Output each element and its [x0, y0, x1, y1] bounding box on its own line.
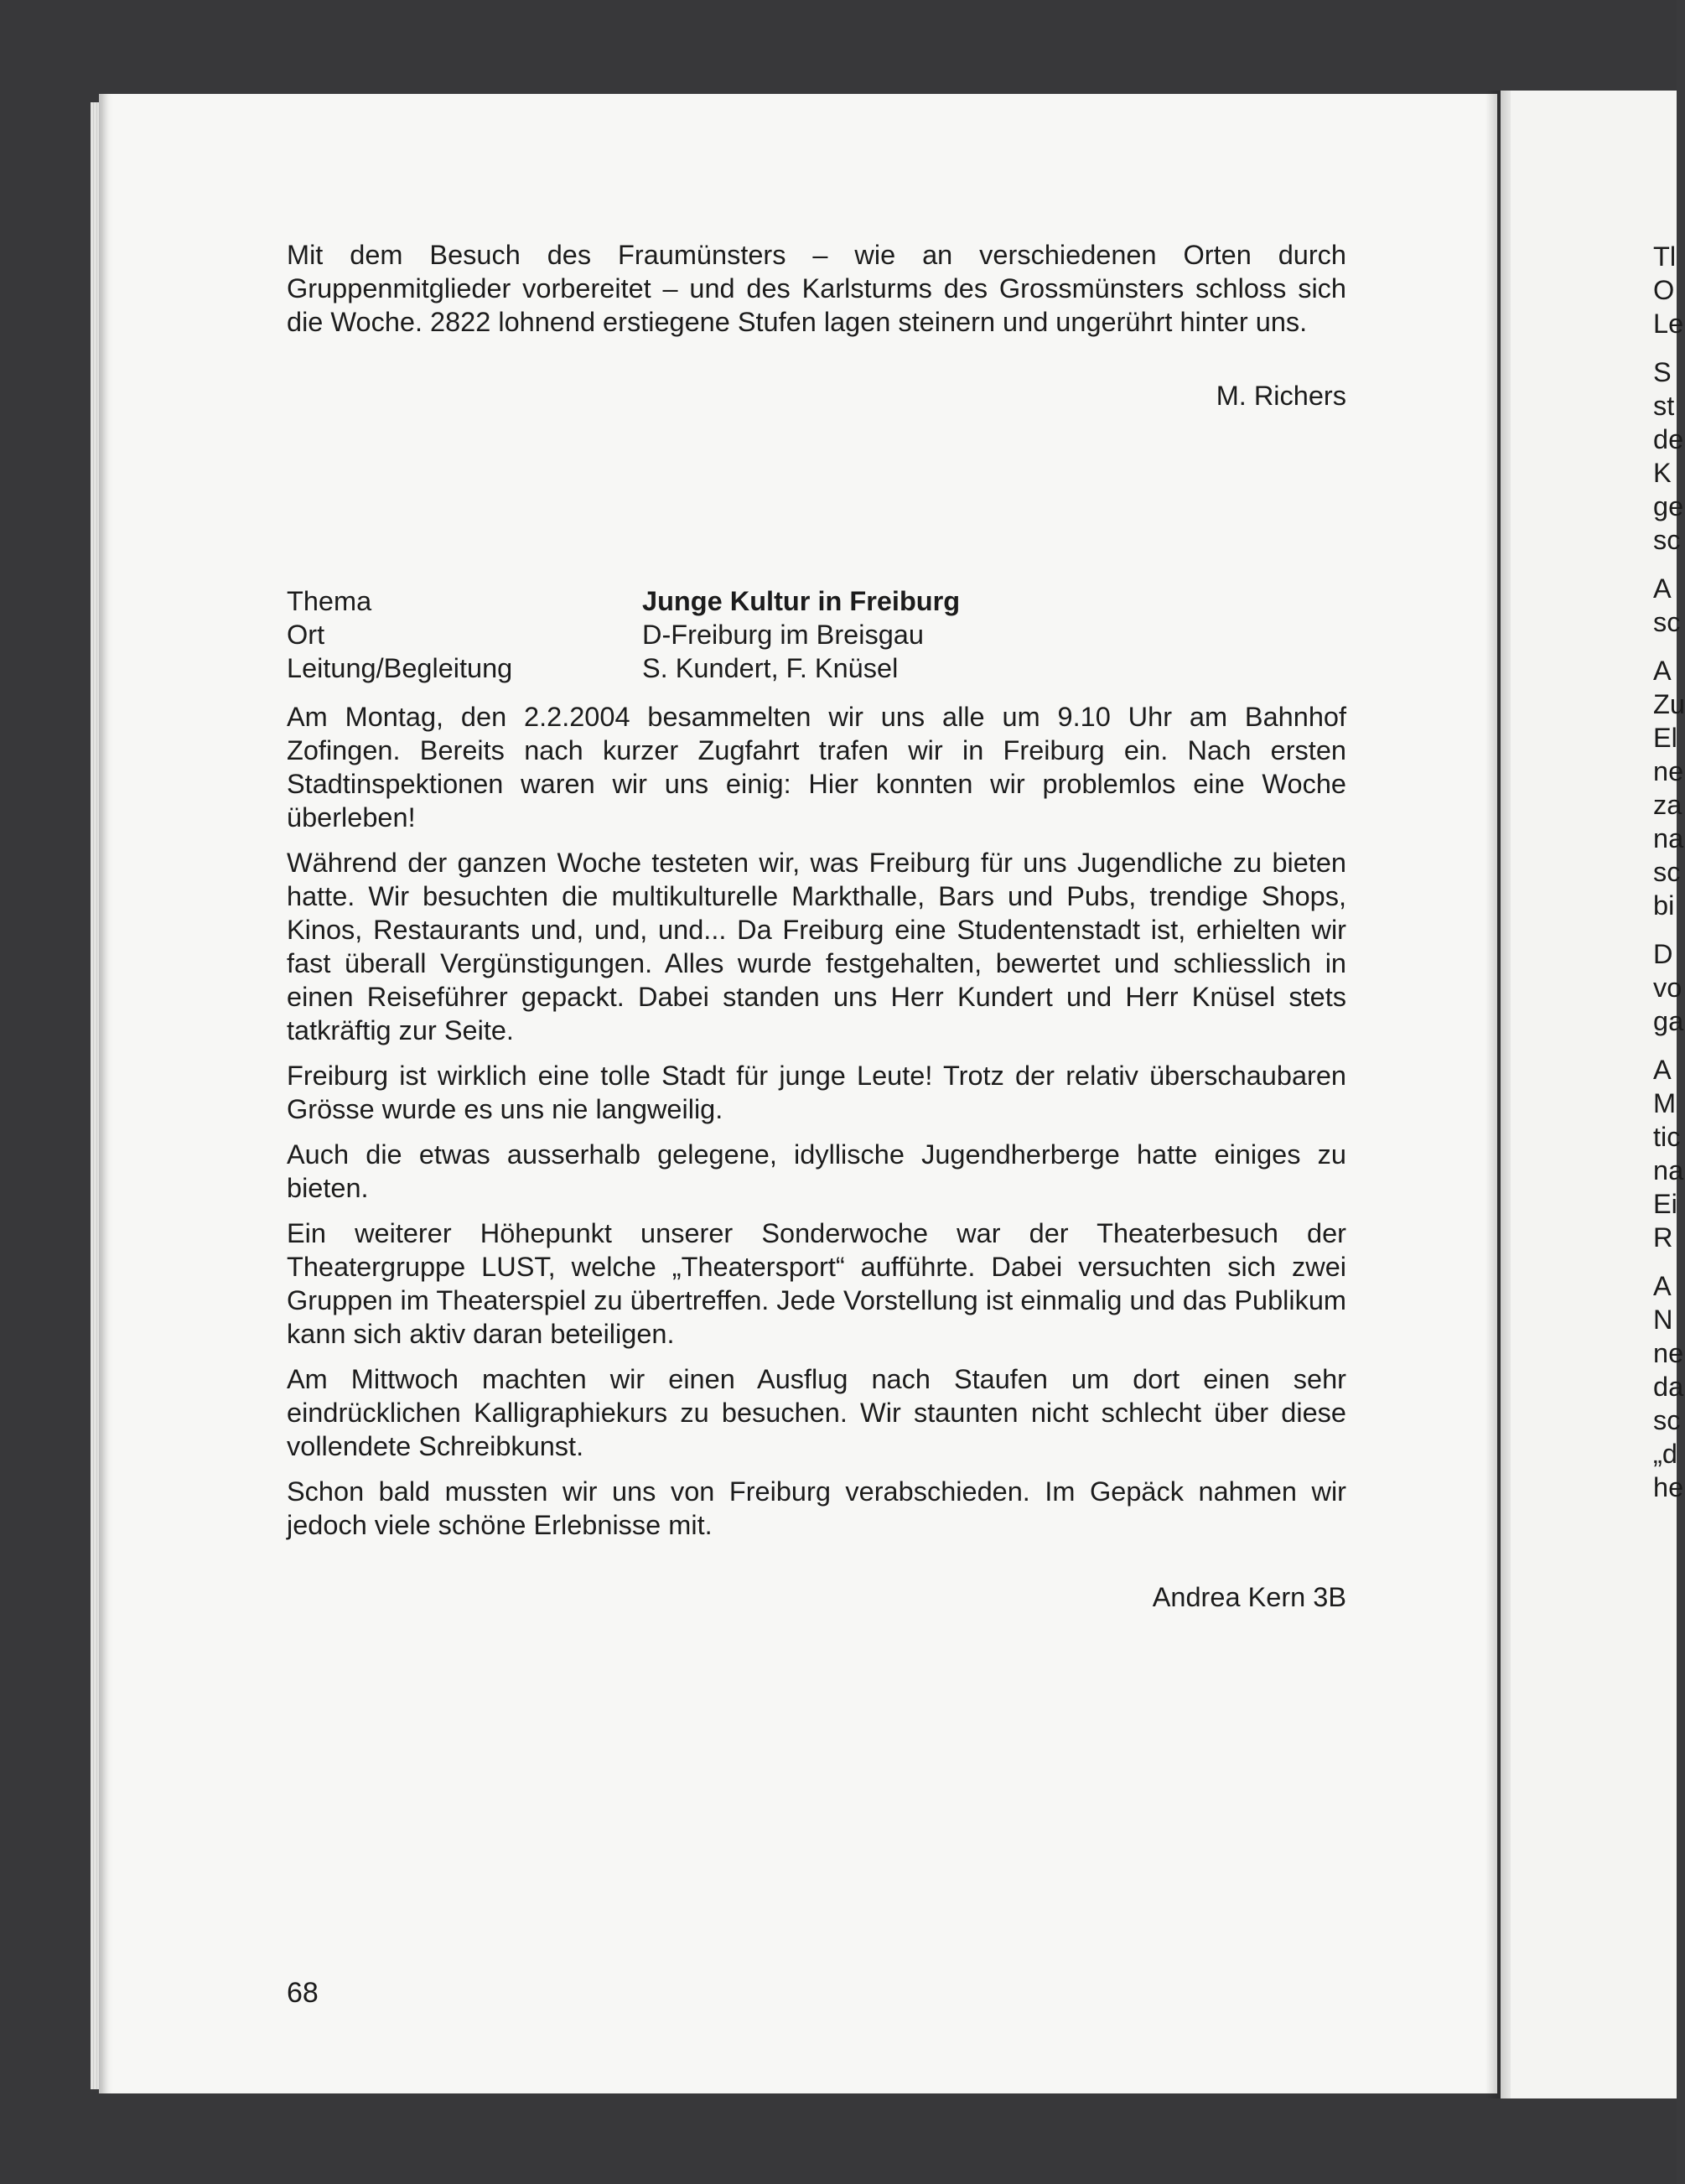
right-page-line-fragment: O — [1653, 275, 1675, 305]
right-page-line-fragment: D — [1653, 939, 1673, 969]
right-page-paragraph-gap — [1653, 1254, 1677, 1269]
right-page-line-fragment: Le — [1653, 309, 1684, 339]
right-page-paragraph-gap — [1653, 340, 1677, 355]
right-page-line-fragment: Tl — [1653, 241, 1677, 272]
right-page-line-fragment: na — [1653, 823, 1684, 853]
article-meta-table — [287, 584, 1346, 685]
article-paragraph: Schon bald mussten wir uns von Freiburg verabschieden. Im Gepäck nahmen wir jedoch viele schöne Erlebnisse mit. — [287, 1476, 1346, 1540]
right-page-line-fragment: bi — [1653, 890, 1675, 921]
article-paragraph: Während der ganzen Woche testeten wir, was Freiburg für uns Jugendliche zu bieten hatte. Wir besuchten die multikulturelle Markthalle, Bars und Pubs, trendige Shops, Kinos, Restaurants und, und, und... Da Freiburg eine Studentenstadt ist, erhielten wir fast überall Vergünstigungen. Alles wurde festgehalten, bewertet und schliesslich in einen Reiseführer gepackt. Dabei standen uns Herr Kundert und Herr Knüsel stets tatkräftig zur Seite. — [287, 848, 1346, 1045]
article-paragraph: Am Montag, den 2.2.2004 besammelten wir uns alle um 9.10 Uhr am Bahnhof Zofingen. Bereits nach kurzer Zugfahrt trafen wir in Freiburg ein. Nach ersten Stadtinspektionen waren wir uns einig: Hier konnten wir problemlos eine Woche überleben! — [287, 702, 1346, 833]
right-page-line-fragment: A — [1653, 1055, 1672, 1085]
previous-article-author: M. Richers — [1216, 381, 1346, 411]
right-page-line-fragment: sc — [1653, 857, 1681, 887]
right-page-line-fragment: sc — [1653, 1405, 1681, 1435]
right-page-paragraph-gap — [1653, 557, 1677, 572]
book-gutter — [1485, 91, 1511, 2098]
previous-article-paragraph: Mit dem Besuch des Fraumünsters – wie an verschiedenen Orten durch Gruppenmitglieder vorbereitet – und des Karlsturms des Grossmünsters schloss sich die Woche. 2822 lohnend erstiegene Stufen lagen steinern und ungerührt hinter uns. — [287, 240, 1346, 337]
page-number: 68 — [287, 1977, 319, 2009]
right-page-line-fragment: A — [1653, 1271, 1672, 1301]
right-page-line-fragment: za — [1653, 790, 1682, 820]
right-page-line-fragment: Zu — [1653, 689, 1685, 719]
right-page-line-fragment: ne — [1653, 1338, 1684, 1368]
right-page-line-fragment: R — [1653, 1222, 1673, 1253]
right-page-line-fragment: st — [1653, 391, 1675, 421]
right-page-paragraph-gap — [1653, 922, 1677, 937]
meta-value-leitung: S. Kundert, F. Knüsel — [642, 653, 899, 683]
right-page-line-fragment: na — [1653, 1155, 1684, 1185]
meta-label-leitung: Leitung/Begleitung — [287, 653, 513, 683]
right-page-line-fragment: ne — [1653, 756, 1684, 786]
right-page-line-fragment: vo — [1653, 973, 1682, 1003]
right-page-line-fragment: M — [1653, 1088, 1677, 1118]
meta-value-thema: Junge Kultur in Freiburg — [642, 586, 961, 616]
meta-value-ort: D-Freiburg im Breisgau — [642, 620, 924, 650]
right-page-paragraph-gap — [1653, 639, 1677, 654]
article-paragraph: Auch die etwas ausserhalb gelegene, idyllische Jugendherberge hatte einiges zu bieten. — [287, 1139, 1346, 1203]
right-page-line-fragment: sc — [1653, 607, 1681, 637]
article-author: Andrea Kern 3B — [1152, 1582, 1346, 1612]
article-paragraph: Ein weiterer Höhepunkt unserer Sonderwoche war der Theaterbesuch der Theatergruppe LUST, welche „Theatersport“ aufführte. Dabei versuchten sich zwei Gruppen im Theaterspiel zu übertreffen. Jede Vorstellung ist einmalig und das Publikum kann sich aktiv daran beteiligen. — [287, 1218, 1346, 1349]
right-page-line-fragment: El — [1653, 723, 1677, 753]
right-page-text-fragments — [1653, 240, 1685, 1504]
right-page-line-fragment: S — [1653, 357, 1672, 387]
meta-label-thema: Thema — [287, 586, 372, 616]
right-page-line-fragment: A — [1653, 573, 1672, 604]
right-page-line-fragment: tic — [1653, 1122, 1681, 1152]
right-page-line-fragment: de — [1653, 424, 1684, 454]
article-paragraph: Am Mittwoch machten wir einen Ausflug nach Staufen um dort einen sehr eindrücklichen Kalligraphiekurs zu besuchen. Wir staunten nicht schlecht über diese vollendete Schreibkunst. — [287, 1364, 1346, 1461]
article-paragraph: Freiburg ist wirklich eine tolle Stadt für junge Leute! Trotz der relativ überschaubaren Grösse wurde es uns nie langweilig. — [287, 1061, 1346, 1124]
right-page-line-fragment: ga — [1653, 1006, 1684, 1036]
right-page-line-fragment: N — [1653, 1305, 1673, 1335]
right-page-line-fragment: sc — [1653, 525, 1681, 555]
right-page-line-fragment: da — [1653, 1372, 1684, 1402]
right-page-line-fragment: ge — [1653, 491, 1684, 521]
meta-label-ort: Ort — [287, 620, 325, 650]
left-page-content — [287, 238, 1346, 1614]
right-page-paragraph-gap — [1653, 1038, 1677, 1053]
right-page-line-fragment: he — [1653, 1472, 1684, 1502]
right-page-line-fragment: K — [1653, 458, 1672, 488]
right-page — [1501, 91, 1685, 2098]
right-page-line-fragment: Ei — [1653, 1189, 1677, 1219]
right-page-line-fragment: A — [1653, 656, 1672, 686]
right-page-line-fragment: „d — [1653, 1439, 1677, 1469]
